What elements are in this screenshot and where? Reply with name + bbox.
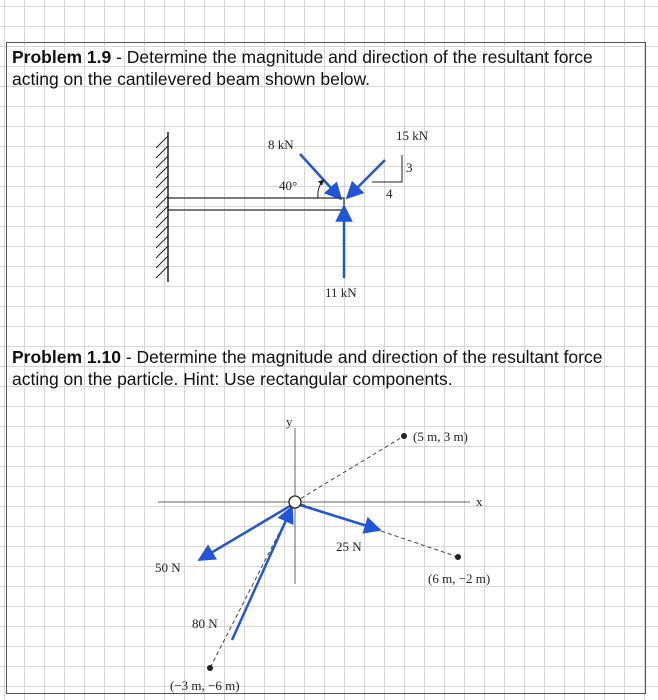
- problem-1-9-label: Problem 1.9: [12, 47, 112, 67]
- point-b-dot: [455, 554, 461, 560]
- particle: [289, 496, 301, 508]
- point-c-label: (−3 m, −6 m): [170, 678, 240, 693]
- problem-1-10-label: Problem 1.10: [12, 347, 121, 367]
- force-50n-label: 50 N: [155, 560, 181, 575]
- y-axis-label: y: [286, 414, 293, 429]
- point-a-dot: [401, 433, 407, 439]
- force-80n-label: 80 N: [192, 616, 218, 631]
- point-b-label: (6 m, −2 m): [428, 571, 491, 586]
- force-11kn-label: 11 kN: [325, 285, 357, 300]
- beam: [168, 198, 344, 210]
- force-25n-arrow: [300, 505, 380, 530]
- angle-label: 40°: [279, 178, 298, 193]
- cantilever-figure: [156, 128, 429, 300]
- force-15kn-label: 15 kN: [396, 128, 429, 143]
- force-8kn-label: 8 kN: [268, 137, 294, 152]
- particle-figure: [155, 414, 490, 693]
- problem-1-10-statement: - Determine the magnitude and direction of the resultant force acting on the particle. Hint: Use rectangular components.: [12, 347, 603, 389]
- force-80n-arrow: [232, 507, 292, 640]
- point-c-dot: [207, 665, 213, 671]
- angle-arc: [318, 180, 324, 198]
- dashed-line-a: [295, 436, 404, 502]
- force-50n-arrow: [199, 506, 290, 560]
- x-axis-label: x: [476, 494, 483, 509]
- slope-run-label: 4: [386, 186, 393, 201]
- force-8kn-arrow: [300, 154, 341, 199]
- problem-1-9-statement: - Determine the magnitude and direction of the resultant force acting on the cantilevered beam shown below.: [12, 47, 593, 89]
- force-15kn-arrow: [347, 160, 385, 198]
- slope-rise-label: 3: [406, 160, 413, 175]
- force-25n-label: 25 N: [336, 539, 362, 554]
- wall-hatching: [156, 136, 168, 278]
- point-a-label: (5 m, 3 m): [413, 429, 468, 444]
